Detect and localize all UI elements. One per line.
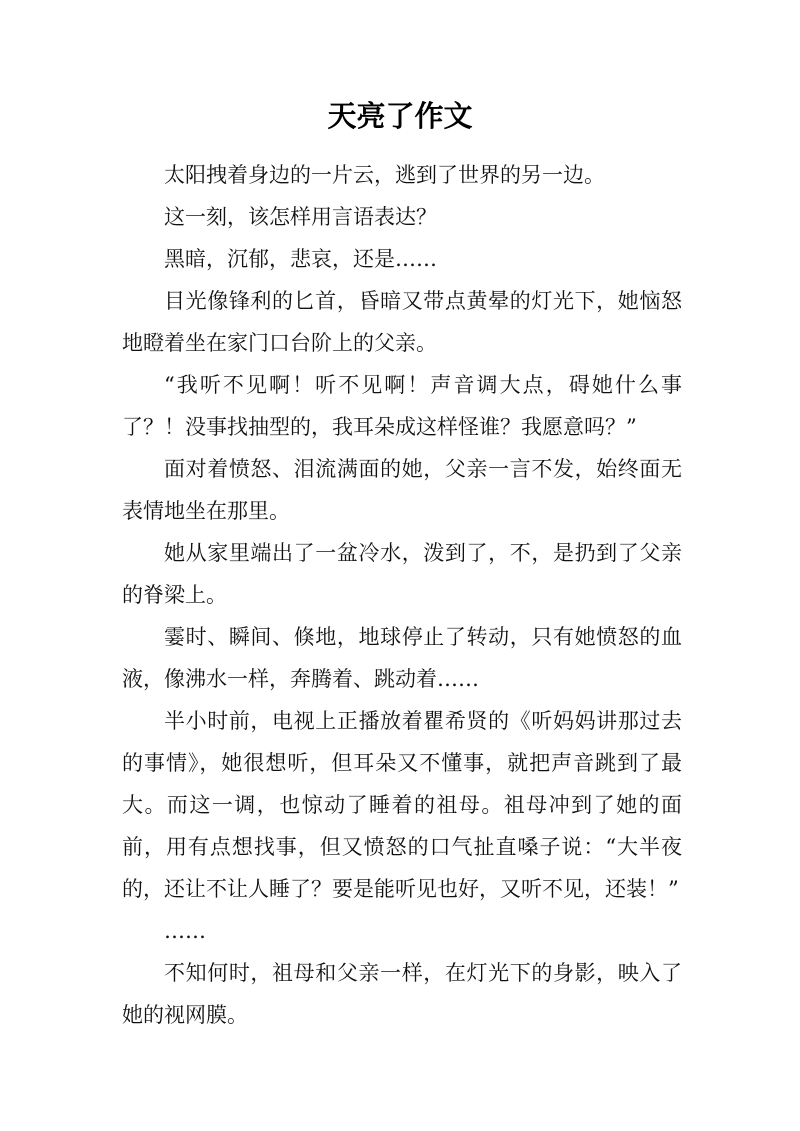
- paragraph: 目光像锋利的匕首，昏暗又带点黄晕的灯光下，她恼怒地瞪着坐在家门口台阶上的父亲。: [122, 289, 682, 355]
- paragraph: 不知何时，祖母和父亲一样，在灯光下的身影，映入了她的视网膜。: [122, 961, 682, 1027]
- paragraph: ……: [164, 919, 206, 943]
- paragraph: 这一刻，该怎样用言语表达？: [164, 205, 437, 229]
- document-body: [122, 154, 682, 1036]
- paragraph: 她从家里端出了一盆冷水，泼到了，不，是扔到了父亲的脊梁上。: [122, 541, 682, 607]
- paragraph: 半小时前，电视上正播放着瞿希贤的《听妈妈讲那过去的事情》，她很想听，但耳朵又不懂事，就把声音跳到了最大。而这一调，也惊动了睡着的祖母。祖母冲到了她的面前，用有点想找事，但又愤怒的口气扯直嗓子说：“大半夜的，还让不让人睡了？要是能听见也好，又听不见，还装！”: [122, 709, 682, 901]
- paragraph: 黑暗，沉郁，悲哀，还是……: [164, 247, 437, 271]
- document-title: 天亮了作文: [327, 99, 473, 133]
- paragraph: 霎时、瞬间、倏地，地球停止了转动，只有她愤怒的血液，像沸水一样，奔腾着、跳动着……: [122, 625, 682, 691]
- paragraph: 面对着愤怒、泪流满面的她，父亲一言不发，始终面无表情地坐在那里。: [122, 457, 682, 523]
- paragraph: “我听不见啊！听不见啊！声音调大点，碍她什么事了？！没事找抽型的，我耳朵成这样怪谁？我愿意吗？”: [122, 373, 682, 439]
- paragraph: 太阳拽着身边的一片云，逃到了世界的另一边。: [164, 163, 605, 187]
